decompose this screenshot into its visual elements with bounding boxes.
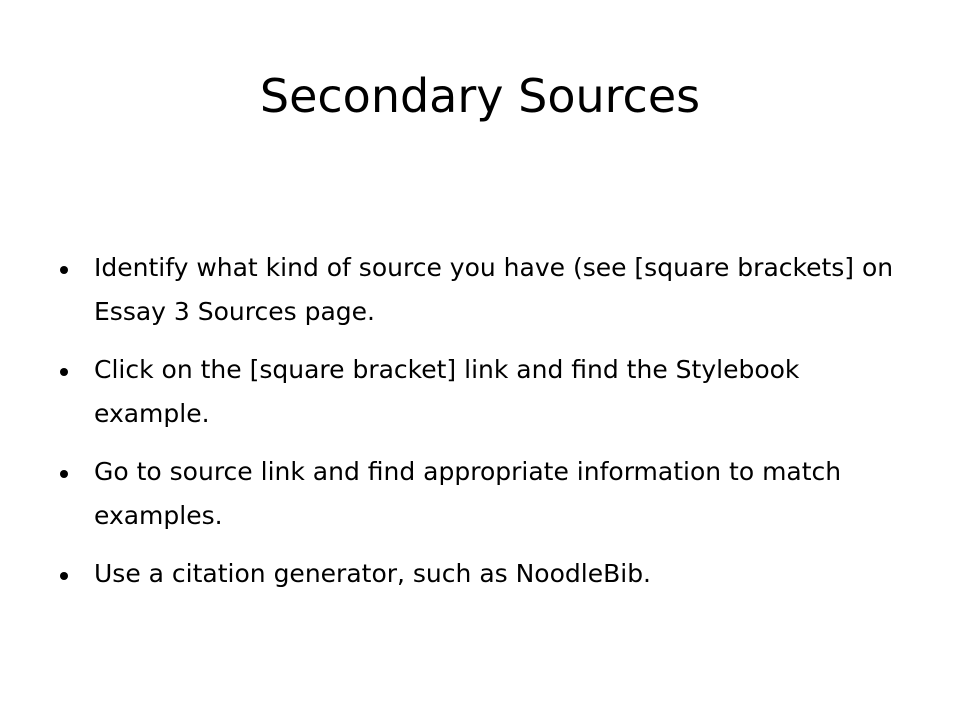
slide-title: Secondary Sources [259,69,701,123]
bullet-item [60,246,920,334]
bullet-dot-icon [60,470,68,478]
bullet-item [60,348,920,436]
bullet-item [60,552,920,596]
bullet-dot-icon [60,572,68,580]
bullet-list [60,246,920,610]
bullet-item [60,450,920,538]
bullet-text: Identify what kind of source you have (see [square brackets] on Essay 3 Sources page. [94,253,894,326]
bullet-text: Go to source link and find appropriate information to match examples. [94,457,842,530]
bullet-text: Click on the [square bracket] link and find the Stylebook example. [94,355,800,428]
bullet-dot-icon [60,266,68,274]
bullet-dot-icon [60,368,68,376]
bullet-text: Use a citation generator, such as NoodleBib. [94,559,652,588]
